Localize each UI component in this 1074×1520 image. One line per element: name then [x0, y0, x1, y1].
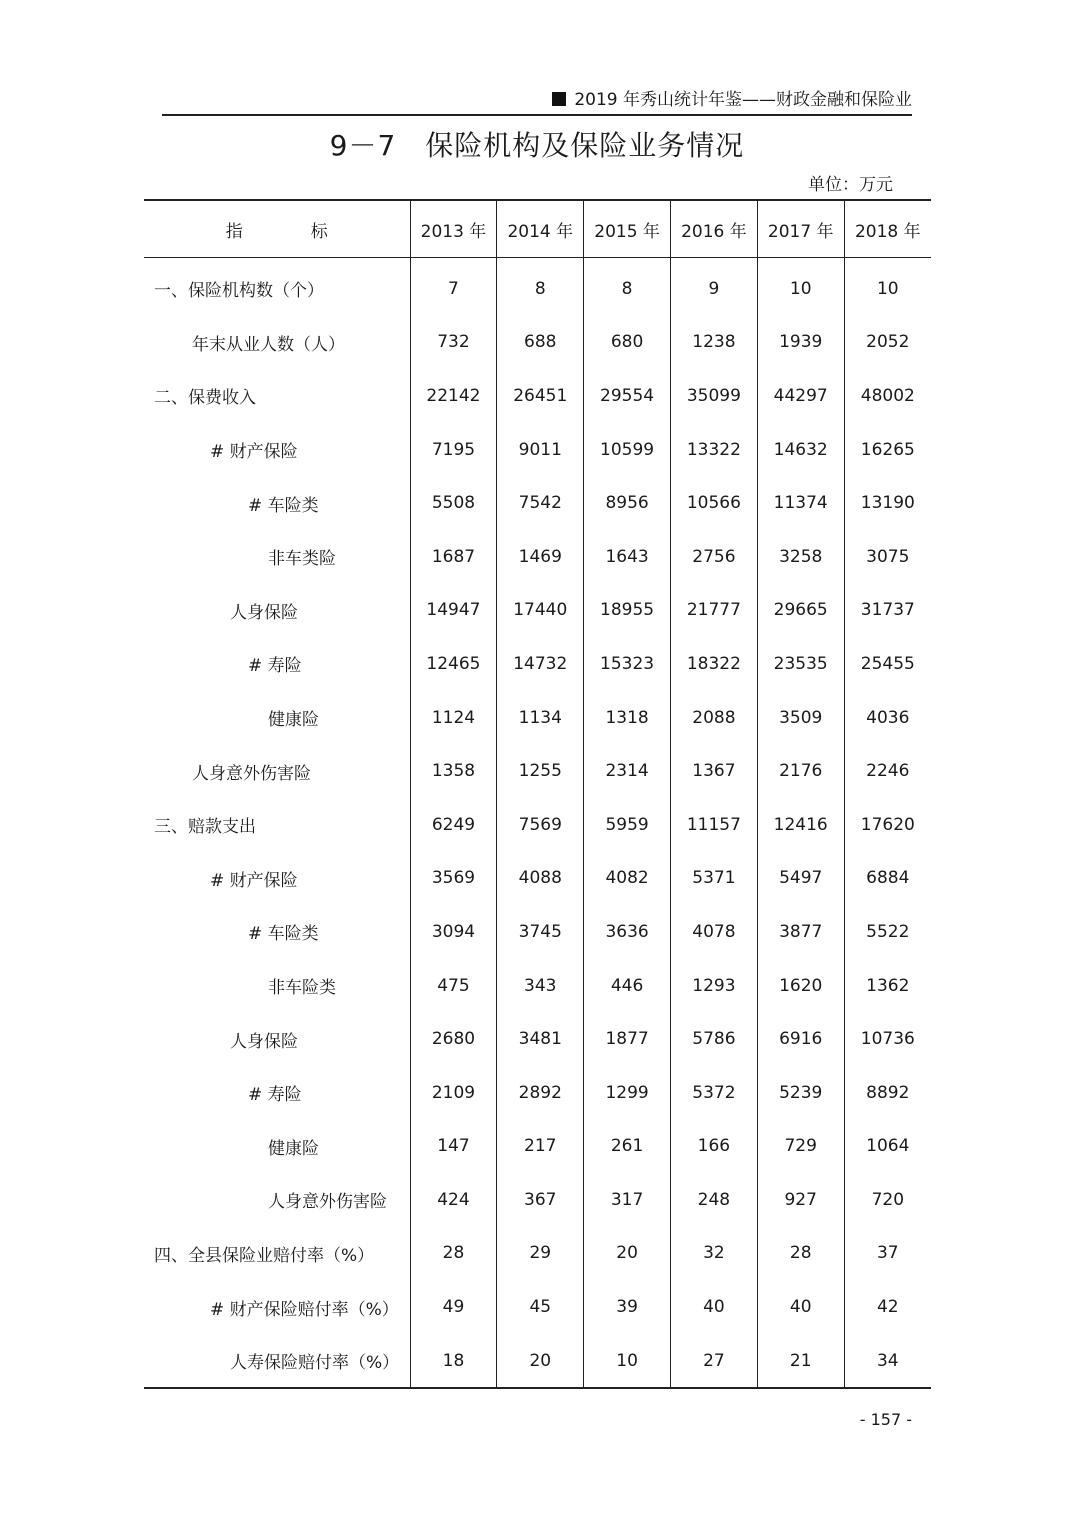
- table-row: [144, 369, 931, 423]
- table-row: [144, 258, 931, 316]
- table-row: [144, 1120, 931, 1174]
- table-cell: 13322: [671, 423, 758, 477]
- table-cell: 446: [584, 959, 671, 1013]
- table-row: [144, 1173, 931, 1227]
- table-cell: 5786: [671, 1012, 758, 1066]
- year-column-header: 2014 年: [497, 200, 584, 258]
- table-cell: 166: [671, 1120, 758, 1174]
- table-cell: 45: [497, 1280, 584, 1334]
- table-cell: 11374: [757, 476, 844, 530]
- row-label: 三、赔款支出: [154, 817, 256, 838]
- table-cell: 3509: [757, 691, 844, 745]
- table-row: [144, 1334, 931, 1389]
- row-label: 人身意外伤害险: [268, 1192, 387, 1213]
- table-cell: 29: [497, 1227, 584, 1281]
- table-cell: 2246: [844, 744, 931, 798]
- table-cell: 1255: [497, 744, 584, 798]
- row-label: 人寿保险赔付率（%）: [230, 1353, 400, 1374]
- table-row: [144, 1066, 931, 1120]
- table-cell: 3094: [410, 905, 497, 959]
- table-cell: 475: [410, 959, 497, 1013]
- table-cell: 261: [584, 1120, 671, 1174]
- row-label: 年末从业人数（人）: [192, 334, 345, 355]
- table-cell: 18322: [671, 637, 758, 691]
- table-cell: 44297: [757, 369, 844, 423]
- table-row: [144, 584, 931, 638]
- table-cell: 35099: [671, 369, 758, 423]
- table-cell: 18955: [584, 584, 671, 638]
- running-header: [162, 86, 912, 116]
- table-title: 9－7 保险机构及保险业务情况: [329, 129, 745, 162]
- table-cell: 317: [584, 1173, 671, 1227]
- table-cell: 688: [497, 316, 584, 370]
- row-label: # 车险类: [248, 495, 319, 516]
- table-cell: 3258: [757, 530, 844, 584]
- table-cell: 20: [584, 1227, 671, 1281]
- page-number: - 157 -: [859, 1410, 912, 1429]
- table-cell: 14732: [497, 637, 584, 691]
- table-cell: 8956: [584, 476, 671, 530]
- table-row: [144, 1012, 931, 1066]
- table-cell: 10: [757, 258, 844, 316]
- table-cell: 720: [844, 1173, 931, 1227]
- row-label: 健康险: [268, 1138, 319, 1159]
- row-label: 人身保险: [230, 1031, 298, 1052]
- table-cell: 1620: [757, 959, 844, 1013]
- table-cell: 40: [671, 1280, 758, 1334]
- table-cell: 5959: [584, 798, 671, 852]
- table-cell: 12416: [757, 798, 844, 852]
- table-cell: 10736: [844, 1012, 931, 1066]
- table-cell: 8: [584, 258, 671, 316]
- year-column-header: 2015 年: [584, 200, 671, 258]
- table-row: [144, 691, 931, 745]
- table-cell: 1362: [844, 959, 931, 1013]
- row-label: # 财产保险: [210, 442, 298, 463]
- row-label: 非车类险: [268, 549, 336, 570]
- table-cell: 732: [410, 316, 497, 370]
- table-row: [144, 1280, 931, 1334]
- table-row: [144, 1227, 931, 1281]
- table-cell: 1358: [410, 744, 497, 798]
- table-cell: 3877: [757, 905, 844, 959]
- table-cell: 14947: [410, 584, 497, 638]
- index-column-header: 指 标: [144, 200, 410, 258]
- table-cell: 7569: [497, 798, 584, 852]
- table-cell: 1687: [410, 530, 497, 584]
- table-cell: 5522: [844, 905, 931, 959]
- table-cell: 20: [497, 1334, 584, 1389]
- table-cell: 7195: [410, 423, 497, 477]
- table-row: [144, 852, 931, 906]
- table-cell: 10: [844, 258, 931, 316]
- table-cell: 3075: [844, 530, 931, 584]
- row-label: 非车险类: [268, 978, 336, 999]
- table-cell: 34: [844, 1334, 931, 1389]
- row-label: 人身意外伤害险: [192, 763, 311, 784]
- table-cell: 1064: [844, 1120, 931, 1174]
- table-cell: 49: [410, 1280, 497, 1334]
- table-cell: 6916: [757, 1012, 844, 1066]
- table-cell: 2314: [584, 744, 671, 798]
- table-cell: 4082: [584, 852, 671, 906]
- black-square-icon: [552, 92, 566, 106]
- table-cell: 2680: [410, 1012, 497, 1066]
- table-cell: 4088: [497, 852, 584, 906]
- table-cell: 31737: [844, 584, 931, 638]
- table-cell: 217: [497, 1120, 584, 1174]
- table-cell: 40: [757, 1280, 844, 1334]
- table-cell: 1367: [671, 744, 758, 798]
- year-column-header: 2016 年: [671, 200, 758, 258]
- table-header-row: [144, 200, 931, 258]
- table-cell: 10566: [671, 476, 758, 530]
- table-cell: 17440: [497, 584, 584, 638]
- row-label: 二、保费收入: [154, 388, 256, 409]
- table-cell: 6249: [410, 798, 497, 852]
- year-column-header: 2013 年: [410, 200, 497, 258]
- table-cell: 8: [497, 258, 584, 316]
- table-cell: 1643: [584, 530, 671, 584]
- table-row: [144, 530, 931, 584]
- table-cell: 42: [844, 1280, 931, 1334]
- unit-label: 单位：万元: [808, 175, 893, 195]
- table-cell: 32: [671, 1227, 758, 1281]
- row-label: 健康险: [268, 710, 319, 731]
- table-cell: 2756: [671, 530, 758, 584]
- table-cell: 1939: [757, 316, 844, 370]
- table-cell: 8892: [844, 1066, 931, 1120]
- table-cell: 28: [410, 1227, 497, 1281]
- table-row: [144, 316, 931, 370]
- table-cell: 3481: [497, 1012, 584, 1066]
- table-cell: 26451: [497, 369, 584, 423]
- table-cell: 367: [497, 1173, 584, 1227]
- table-cell: 11157: [671, 798, 758, 852]
- table-cell: 248: [671, 1173, 758, 1227]
- table-cell: 25455: [844, 637, 931, 691]
- row-label: 一、保险机构数（个）: [154, 281, 324, 302]
- table-cell: 2109: [410, 1066, 497, 1120]
- row-label: # 寿险: [248, 656, 302, 677]
- row-label: # 寿险: [248, 1085, 302, 1106]
- table-cell: 17620: [844, 798, 931, 852]
- table-cell: 15323: [584, 637, 671, 691]
- running-header-text: 2019 年秀山统计年鉴——财政金融和保险业: [574, 90, 912, 110]
- table-row: [144, 798, 931, 852]
- table-row: [144, 905, 931, 959]
- table-cell: 1299: [584, 1066, 671, 1120]
- table-cell: 7542: [497, 476, 584, 530]
- table-cell: 48002: [844, 369, 931, 423]
- table-row: [144, 476, 931, 530]
- table-cell: 343: [497, 959, 584, 1013]
- row-label: 人身保险: [230, 602, 298, 623]
- table-cell: 147: [410, 1120, 497, 1174]
- table-cell: 2052: [844, 316, 931, 370]
- table-cell: 10599: [584, 423, 671, 477]
- table-cell: 12465: [410, 637, 497, 691]
- table-cell: 1469: [497, 530, 584, 584]
- table-cell: 21777: [671, 584, 758, 638]
- table-cell: 4078: [671, 905, 758, 959]
- table-cell: 29665: [757, 584, 844, 638]
- table-cell: 28: [757, 1227, 844, 1281]
- table-cell: 2176: [757, 744, 844, 798]
- table-cell: 21: [757, 1334, 844, 1389]
- table-cell: 1124: [410, 691, 497, 745]
- table-row: [144, 744, 931, 798]
- table-cell: 10: [584, 1334, 671, 1389]
- table-cell: 16265: [844, 423, 931, 477]
- row-label: 四、全县保险业赔付率（%）: [154, 1245, 375, 1266]
- table-cell: 927: [757, 1173, 844, 1227]
- table-cell: 3636: [584, 905, 671, 959]
- table-row: [144, 423, 931, 477]
- table-cell: 5372: [671, 1066, 758, 1120]
- table-cell: 37: [844, 1227, 931, 1281]
- table-cell: 1238: [671, 316, 758, 370]
- row-label: # 车险类: [248, 924, 319, 945]
- table-cell: 6884: [844, 852, 931, 906]
- table-cell: 424: [410, 1173, 497, 1227]
- row-label: # 财产保险: [210, 870, 298, 891]
- table-row: [144, 959, 931, 1013]
- table-cell: 5508: [410, 476, 497, 530]
- table-cell: 9: [671, 258, 758, 316]
- table-cell: 1318: [584, 691, 671, 745]
- table-cell: 7: [410, 258, 497, 316]
- row-label: # 财产保险赔付率（%）: [210, 1299, 399, 1320]
- table-cell: 13190: [844, 476, 931, 530]
- table-cell: 2088: [671, 691, 758, 745]
- table-cell: 29554: [584, 369, 671, 423]
- table-cell: 23535: [757, 637, 844, 691]
- table-cell: 3569: [410, 852, 497, 906]
- table-cell: 4036: [844, 691, 931, 745]
- table-cell: 5371: [671, 852, 758, 906]
- table-cell: 14632: [757, 423, 844, 477]
- table-cell: 22142: [410, 369, 497, 423]
- table-cell: 39: [584, 1280, 671, 1334]
- table-cell: 5497: [757, 852, 844, 906]
- year-column-header: 2018 年: [844, 200, 931, 258]
- table-row: [144, 637, 931, 691]
- table-cell: 1293: [671, 959, 758, 1013]
- table-cell: 5239: [757, 1066, 844, 1120]
- table-cell: 680: [584, 316, 671, 370]
- table-cell: 27: [671, 1334, 758, 1389]
- table-cell: 1877: [584, 1012, 671, 1066]
- table-cell: 1134: [497, 691, 584, 745]
- year-column-header: 2017 年: [757, 200, 844, 258]
- table-cell: 729: [757, 1120, 844, 1174]
- table-cell: 18: [410, 1334, 497, 1389]
- table-cell: 2892: [497, 1066, 584, 1120]
- insurance-table: [144, 199, 931, 1389]
- table-cell: 9011: [497, 423, 584, 477]
- table-cell: 3745: [497, 905, 584, 959]
